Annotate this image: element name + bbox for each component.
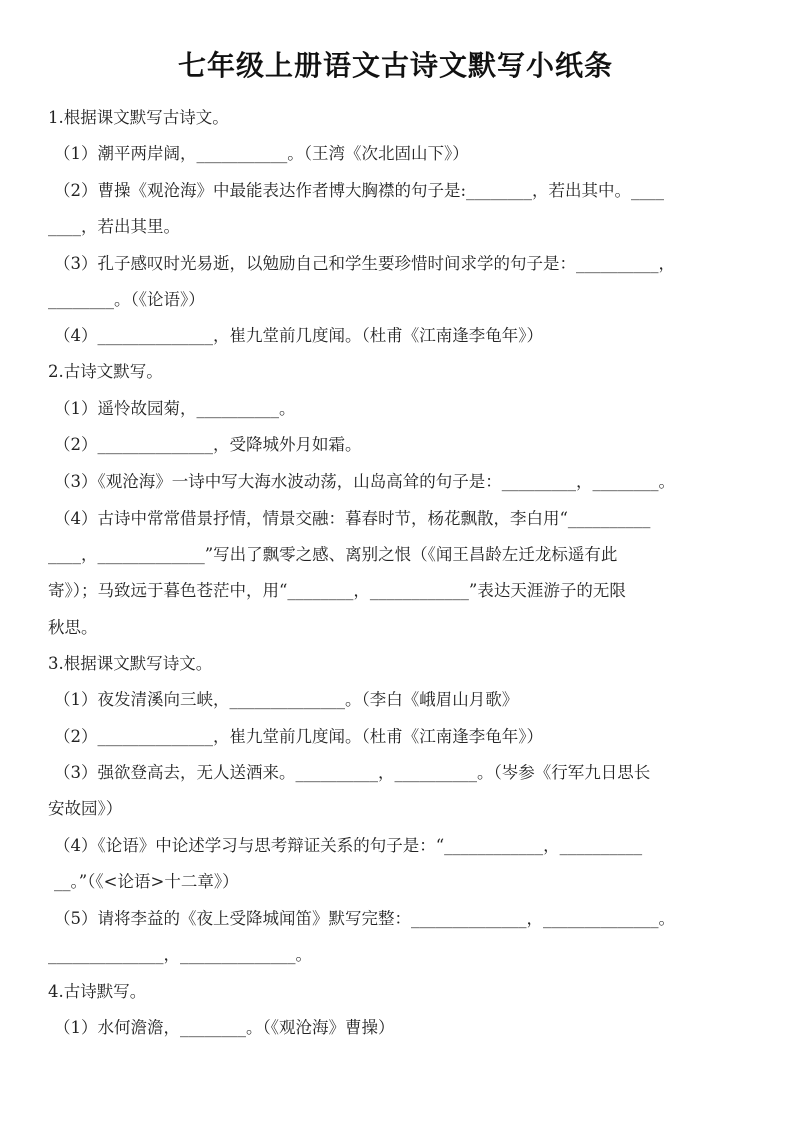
question-line: （4）______________，崔九堂前几度闻。（杜甫《江南逢李龟年》） bbox=[54, 326, 543, 345]
question-line: __。”（《<论语>十二章》） bbox=[54, 872, 239, 891]
question-line: 秋思。 bbox=[48, 618, 98, 637]
question-line: （4）古诗中常常借景抒情，情景交融：暮春时节，杨花飘散，李白用“__________ bbox=[54, 509, 651, 528]
section-1-heading: 1.根据课文默写古诗文。 bbox=[48, 108, 229, 127]
question-line: ______________，______________。 bbox=[48, 945, 312, 964]
question-line: （1）遥怜故园菊，__________。 bbox=[54, 399, 296, 418]
page-title: 七年级上册语文古诗文默写小纸条 bbox=[177, 49, 613, 82]
section-2-heading: 2.古诗文默写。 bbox=[48, 362, 163, 381]
question-line: ________。（《论语》） bbox=[48, 290, 205, 309]
question-line: （1）潮平两岸阔，___________。（王湾《次北固山下》） bbox=[54, 144, 469, 163]
question-line: （5）请将李益的《夜上受降城闻笛》默写完整：______________，______________。 bbox=[54, 909, 675, 928]
question-line: ____，_____________”写出了飘零之感、离别之恨（《闻王昌龄左迁龙标遥有此 bbox=[48, 545, 618, 564]
question-line: （4）《论语》中论述学习与思考辩证关系的句子是：“____________，__________ bbox=[54, 836, 643, 855]
section-3-heading: 3.根据课文默写诗文。 bbox=[48, 654, 213, 673]
question-line: （2）______________，受降城外月如霜。 bbox=[54, 435, 362, 454]
question-line: （1）夜发清溪向三峡，______________。（李白《峨眉山月歌》 bbox=[54, 690, 519, 709]
question-line: ____，若出其里。 bbox=[48, 217, 180, 236]
question-line: （1）水何澹澹，________。（《观沧海》曹操） bbox=[54, 1018, 395, 1037]
question-line: （3）孔子感叹时光易逝，以勉励自己和学生要珍惜时间求学的句子是：__________， bbox=[54, 254, 675, 273]
question-line: 安故园》） bbox=[48, 799, 123, 818]
question-line: （3）《观沧海》一诗中写大海水波动荡，山岛高耸的句子是：_________，________。 bbox=[54, 472, 675, 491]
question-line: 寄》）；马致远于暮色苍茫中，用“________，____________”表达天涯游子的无限 bbox=[48, 581, 626, 600]
question-line: （3）强欲登高去，无人送酒来。__________，__________。（岑参《行军九日思长 bbox=[54, 763, 651, 782]
section-4-heading: 4.古诗默写。 bbox=[48, 982, 147, 1001]
question-line: （2）______________，崔九堂前几度闻。（杜甫《江南逢李龟年》） bbox=[54, 727, 543, 746]
question-line: （2）曹操《观沧海》中最能表达作者博大胸襟的句子是:________，若出其中。____ bbox=[54, 181, 665, 200]
